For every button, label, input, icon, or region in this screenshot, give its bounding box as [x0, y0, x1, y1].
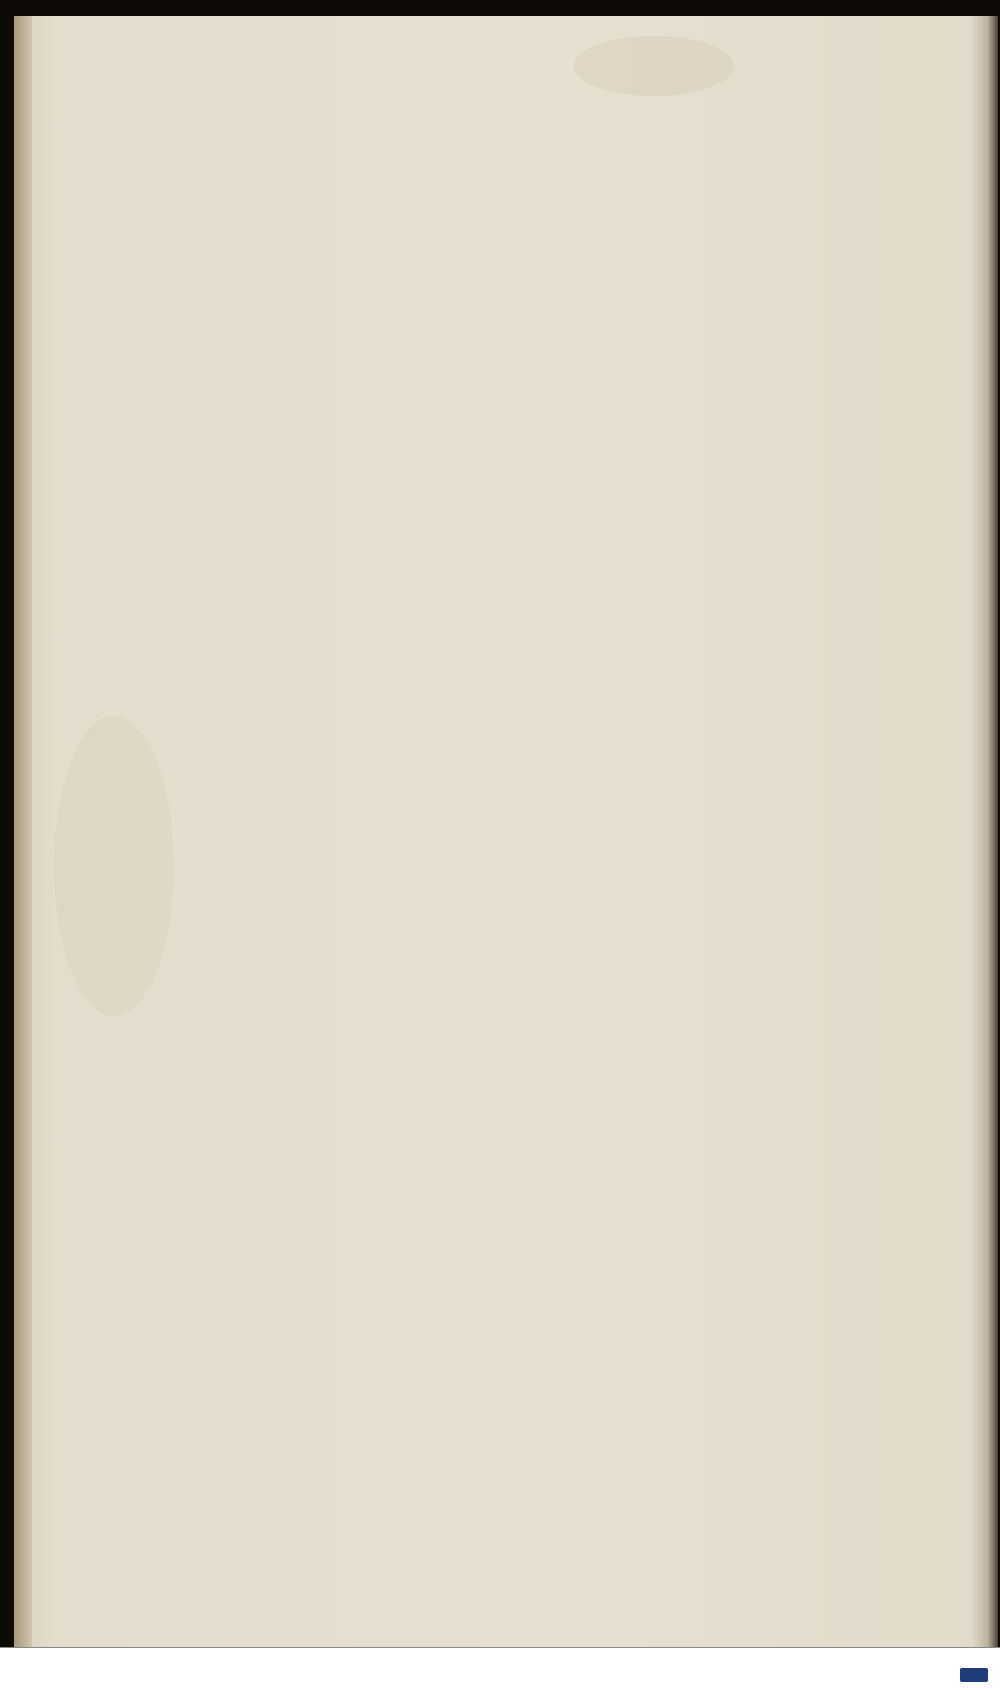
dfg-logo: [960, 1668, 988, 1682]
page-right-edge: [972, 16, 998, 1648]
paper-stain: [574, 36, 734, 96]
paper-stain: [54, 716, 174, 1016]
scanned-page: [14, 16, 998, 1648]
page-left-edge: [14, 16, 32, 1648]
running-head: [312, 118, 822, 158]
footer-bar: [0, 1647, 1000, 1690]
